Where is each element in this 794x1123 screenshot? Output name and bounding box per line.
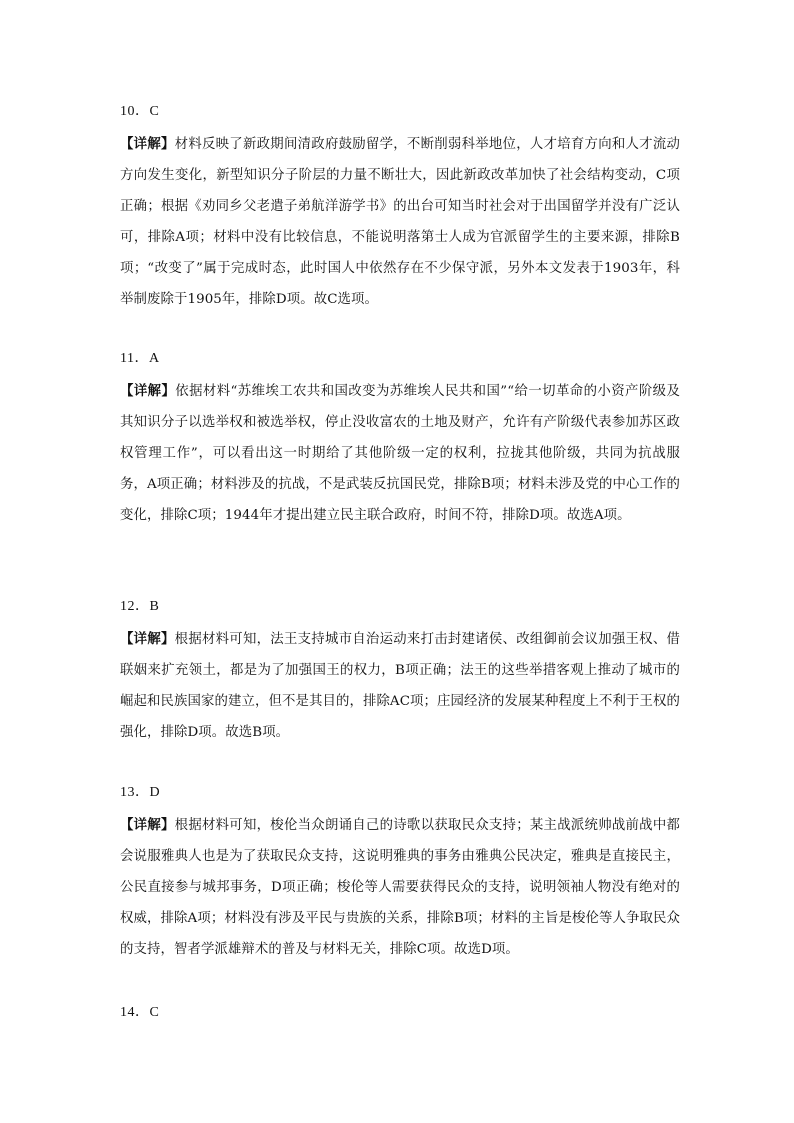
- explanation-text: 依据材料“苏维埃工农共和国改变为苏维埃人民共和国”“给一切革命的小资产阶级及其知识分子以选举权和被选举权，停止没收富农的土地及财产，允许有产阶级代表参加苏区政权管理工作”，可以看出这一时期给了其他阶级一定的权利，拉拢其他阶级，共同为抗战服务，A项正确；材料涉及的抗战，不是武装反抗国民党，排除B项；材料未涉及党的中心工作的变化，排除C项；1944年才提出建立民主联合政府，时间不符，排除D项。故选A项。: [120, 384, 680, 523]
- explanation-paragraph: [120, 129, 680, 315]
- detail-tag: 【详解】: [120, 383, 176, 399]
- answer-block-13: [120, 783, 680, 965]
- detail-tag: 【详解】: [120, 631, 175, 647]
- explanation-paragraph: [120, 810, 680, 965]
- explanation-text: 根据材料可知，梭伦当众朗诵自己的诗歌以获取民众支持；某主战派统帅战前战中都会说服雅典人也是为了获取民众支持，这说明雅典的事务由雅典公民决定，雅典是直接民主，公民直接参与城邦事务，D项正确；梭伦等人需要获得民众的支持，说明领袖人物没有绝对的权威，排除A项；材料没有涉及平民与贵族的关系，排除B项；材料的主旨是梭伦等人争取民众的支持，智者学派雄辩术的普及与材料无关，排除C项。故选D项。: [120, 818, 680, 957]
- question-number: 12．B: [120, 599, 160, 614]
- answer-block-10: [120, 102, 680, 315]
- detail-tag: 【详解】: [120, 817, 175, 833]
- answer-block-12: [120, 597, 680, 748]
- question-number: 11．A: [120, 351, 160, 366]
- explanation-text: 根据材料可知，法王支持城市自治运动来打击封建诸侯、改组御前会议加强王权、借联姻来扩充领土，都是为了加强国王的权力，B项正确；法王的这些举措客观上推动了城市的崛起和民族国家的建立，但不是其目的，排除AC项；庄园经济的发展某种程度上不利于王权的强化，排除D项。故选B项。: [120, 632, 680, 740]
- question-number: 10．C: [120, 104, 160, 119]
- question-number: 14．C: [120, 1005, 160, 1020]
- answer-block-11: [120, 349, 680, 531]
- detail-tag: 【详解】: [120, 136, 175, 152]
- answer-block-14: [120, 1003, 680, 1030]
- explanation-paragraph: [120, 624, 680, 748]
- question-number: 13．D: [120, 785, 161, 800]
- explanation-text: 材料反映了新政期间清政府鼓励留学，不断削弱科举地位，人才培育方向和人才流动方向发生变化，新型知识分子阶层的力量不断壮大，因此新政改革加快了社会结构变动，C项正确；根据《劝同乡父老遣子弟航洋游学书》的出台可知当时社会对于出国留学并没有广泛认可，排除A项；材料中没有比较信息，不能说明落第士人成为官派留学生的主要来源，排除B项；“改变了”属于完成时态，此时国人中依然存在不少保守派，另外本文发表于1903年，科举制废除于1905年，排除D项。故C选项。: [120, 137, 680, 307]
- explanation-paragraph: [120, 376, 680, 531]
